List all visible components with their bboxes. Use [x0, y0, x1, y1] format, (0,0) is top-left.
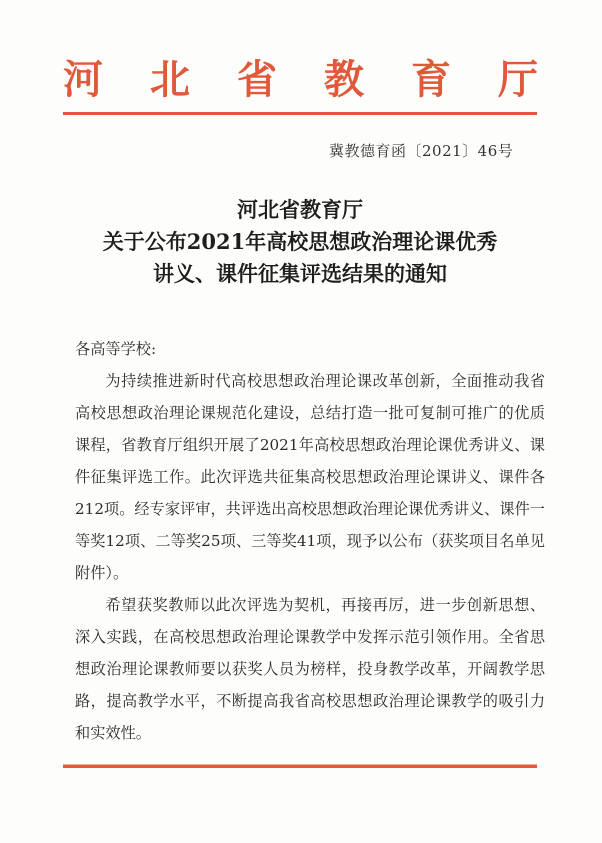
letterhead-char: 育	[411, 56, 451, 103]
letterhead-title	[63, 56, 538, 104]
salutation: 各高等学校:	[75, 340, 157, 358]
document-title	[60, 194, 540, 290]
title-line-subject-cont: 讲义、课件征集评选结果的通知	[153, 261, 447, 286]
title-line-subject: 关于公布2021年高校思想政治理论课优秀	[102, 229, 498, 254]
letterhead-divider	[63, 112, 537, 115]
letterhead-char: 厅	[498, 56, 538, 103]
letterhead-char: 河	[63, 56, 103, 103]
letterhead-char: 教	[324, 56, 364, 103]
letterhead-char: 北	[150, 56, 190, 103]
body-paragraph: 希望获奖教师以此次评选为契机，再接再厉，进一步创新思想、深入实践，在高校思想政治理论课教学中发挥示范引领作用。全省思想政治理论课教师要以获奖人员为榜样，投身教学改革，开阔教学思路，提高教学水平，不断提高我省高校思想政治理论课教学的吸引力和实效性。	[75, 596, 545, 742]
title-line-issuer: 河北省教育厅	[237, 197, 363, 222]
footer-divider	[63, 764, 537, 768]
document-body	[75, 333, 545, 749]
document-number: 冀教德育函〔2021〕46号	[329, 142, 514, 160]
letterhead-char: 省	[237, 56, 277, 103]
body-paragraph: 为持续推进新时代高校思想政治理论课改革创新，全面推动我省高校思想政治理论课规范化建设，总结打造一批可复制可推广的优质课程，省教育厅组织开展了2021年高校思想政治理论课优秀讲义、课件征集评选工作。此次评选共征集高校思想政治理论课讲义、课件各212项。经专家评审，共评选出高校思想政治理论课优秀讲义、课件一等奖12项、二等奖25项、三等奖41项，现予以公布（获奖项目名单见附件）。	[75, 372, 545, 582]
